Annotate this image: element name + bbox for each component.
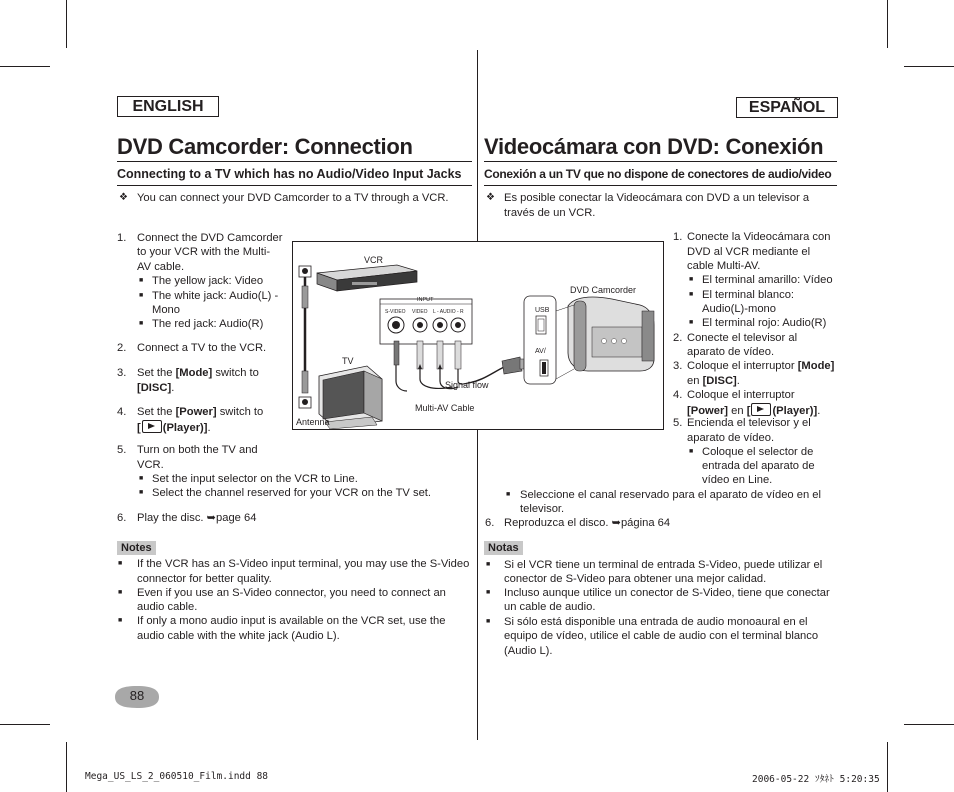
crop-mark (887, 0, 888, 48)
step1-line: Conecte la Videocámara con (687, 231, 831, 243)
step5-bullet: Set the input selector on the VCR to Line. (152, 473, 358, 485)
english-label: ENGLISH (117, 96, 219, 117)
step5-line: Turn on both the TV and (137, 444, 258, 456)
vcr-label: VCR (364, 255, 384, 265)
step-number: 6. (485, 517, 495, 529)
step4-player: (Player)] (162, 421, 208, 434)
note-line: Si el VCR tiene un terminal de entrada S-Video, puede utilizar el (504, 559, 823, 571)
subtitle-rule-es (484, 185, 837, 186)
step3-disc: [DISC] (137, 381, 172, 394)
step4-power: [Power] (687, 404, 729, 417)
av-label: AV/ (535, 348, 546, 355)
step-number: 3. (117, 367, 127, 379)
step4-part: Set the (137, 406, 176, 418)
play-icon (142, 420, 162, 433)
tv-label: TV (342, 356, 354, 366)
step5-bullet: vídeo en Line. (702, 474, 773, 486)
step3-mode: [Mode] (797, 360, 835, 372)
step3-part: en (687, 374, 703, 387)
step3-part: . (736, 374, 740, 387)
vcr-input-panel (380, 299, 472, 344)
step-number: 6. (117, 512, 127, 524)
notes-label-es: Notas (484, 541, 523, 555)
step3-text (137, 366, 259, 395)
step4-text (687, 388, 820, 418)
step-number: 1. (117, 232, 127, 244)
step5-bullet: Seleccione el canal reservado para el aparato de vídeo en el (520, 489, 822, 501)
crop-mark (0, 724, 50, 725)
crop-mark (66, 0, 67, 48)
section-subtitle-en: Connecting to a TV which has no Audio/Video Input Jacks (117, 167, 462, 181)
step3-text (687, 359, 834, 388)
note-line: connector for better quality. (137, 573, 272, 585)
square-bullet-icon: ■ (689, 291, 694, 298)
step4-part: switch to (216, 406, 264, 418)
step-number: 4. (117, 406, 127, 418)
step3-mode: [Mode] (175, 367, 213, 379)
step1-line: AV cable. (137, 261, 185, 273)
subtitle-rule-en (117, 185, 472, 186)
square-bullet-icon: ■ (689, 319, 694, 326)
step-number: 2. (117, 342, 127, 354)
antenna-label: Antenna (296, 417, 330, 427)
step1-line: to your VCR with the Multi- (137, 246, 271, 258)
step6-text: Reproduzca el disco. ➥página 64 (504, 517, 671, 529)
step1-bullet: The white jack: Audio(L) - (152, 290, 279, 302)
video-label: VIDEO (412, 309, 428, 315)
crop-mark (904, 724, 954, 725)
audio-label: L - AUDIO - R (433, 309, 464, 315)
step4-bracket: [ (137, 421, 141, 434)
step2-line: Conecte el televisor al (687, 332, 798, 344)
step1-bullet: The red jack: Audio(R) (152, 318, 264, 330)
footer-file-info: Mega_US_LS_2_060510_Film.indd 88 (85, 771, 269, 782)
step4-bracket: [ (746, 404, 751, 417)
usb-label: USB (535, 307, 550, 314)
step-number: 5. (117, 444, 127, 456)
square-bullet-icon: ■ (139, 292, 144, 299)
note-line: un cable de audio. (504, 601, 596, 613)
step3-part: Set the (137, 367, 176, 379)
intro-text-es: Es posible conectar la Videocámara con DVD a un televisor a (504, 192, 810, 204)
step3-disc: [DISC] (702, 374, 737, 387)
step3-part: switch to (212, 367, 259, 379)
crop-mark (904, 66, 954, 67)
diamond-bullet-icon: ❖ (119, 192, 128, 203)
step2-line: aparato de vídeo. (687, 346, 775, 358)
step2-text: Connect a TV to the VCR. (137, 342, 267, 354)
step5-line: aparato de vídeo. (687, 432, 775, 444)
step5-bullet: entrada del aparato de (702, 460, 815, 472)
step3-part: Coloque el interruptor (687, 360, 798, 372)
title-rule-en (117, 161, 472, 162)
multi-av-cable-label: Multi-AV Cable (415, 403, 475, 413)
intro-text-es: través de un VCR. (504, 207, 596, 219)
page-title-en: DVD Camcorder: Connection (117, 134, 413, 159)
step1-line: Connect the DVD Camcorder (137, 232, 283, 244)
diagram-frame (292, 241, 664, 430)
square-bullet-icon: ■ (486, 618, 491, 625)
step4-part: . (817, 404, 821, 417)
step1-line: DVD al VCR mediante el (687, 246, 811, 258)
step4-part: Coloque el interruptor (687, 389, 795, 401)
step4-text (137, 405, 263, 435)
step1-bullet: El terminal amarillo: Vídeo (702, 274, 833, 286)
square-bullet-icon: ■ (486, 589, 491, 596)
diamond-bullet-icon: ❖ (486, 192, 495, 203)
step4-player: (Player)] (772, 404, 818, 417)
square-bullet-icon: ■ (118, 560, 123, 567)
page-number: 88 (129, 688, 145, 703)
note-line: audio cable. (137, 601, 198, 613)
step-number: 4. (673, 389, 683, 401)
note-line: equipo de vídeo, utilice el cable de audio con el terminal blanco (504, 630, 819, 642)
square-bullet-icon: ■ (139, 320, 144, 327)
dvd-camcorder-label: DVD Camcorder (570, 285, 637, 295)
step1-bullet: Audio(L)-mono (702, 303, 776, 315)
step5-line: Encienda el televisor y el (687, 417, 811, 429)
espanol-label: ESPAÑOL (736, 97, 838, 118)
crop-mark (0, 66, 50, 67)
step-number: 2. (673, 332, 683, 344)
step1-bullet: Mono (152, 304, 180, 316)
connection-diagram (292, 241, 664, 430)
step4-part: en (728, 404, 747, 417)
intro-text-en: You can connect your DVD Camcorder to a TV through a VCR. (137, 192, 449, 204)
step5-line: VCR. (137, 459, 164, 471)
section-subtitle-es: Conexión a un TV que no dispone de conectores de audio/video (484, 167, 832, 181)
step-number: 5. (673, 417, 683, 429)
square-bullet-icon: ■ (139, 277, 144, 284)
step3-part: . (171, 381, 175, 394)
square-bullet-icon: ■ (139, 475, 144, 482)
step5-bullet: Select the channel reserved for your VCR on the TV set. (152, 487, 432, 499)
play-icon (751, 403, 771, 416)
step1-bullet: The yellow jack: Video (152, 275, 264, 287)
crop-mark (66, 742, 67, 792)
note-line: audio cable with the white jack (Audio L). (137, 630, 340, 642)
crop-mark (887, 742, 888, 792)
square-bullet-icon: ■ (506, 491, 511, 498)
square-bullet-icon: ■ (689, 276, 694, 283)
input-label: INPUT (417, 297, 434, 303)
note-line: Si sólo está disponible una entrada de audio monoaural en el (504, 616, 808, 628)
footer-date: 2006-05-22 ｿﾀﾈﾄ 5:20:35 (752, 774, 880, 785)
page-title-es: Videocámara con DVD: Conexión (484, 134, 824, 159)
note-line: If only a mono audio input is available on the VCR set, use the (137, 615, 446, 627)
step5-bullet: Coloque el selector de (702, 446, 814, 458)
note-line: conector de S-Video para obtener una mejor calidad. (504, 573, 767, 585)
step-number: 1. (673, 231, 683, 243)
square-bullet-icon: ■ (486, 561, 491, 568)
note-line: Incluso aunque utilice un conector de S-Video, tiene que conectar (504, 587, 830, 599)
square-bullet-icon: ■ (689, 448, 694, 455)
step4-power: [Power] (175, 406, 217, 418)
step-number: 3. (673, 360, 683, 372)
step6-text: Play the disc. ➥page 64 (137, 512, 257, 524)
title-rule-es (484, 161, 837, 162)
square-bullet-icon: ■ (118, 589, 123, 596)
notes-label-en: Notes (117, 541, 156, 555)
note-line: If the VCR has an S-Video input terminal, you may use the S-Video (137, 558, 470, 570)
note-line: (Audio L). (504, 645, 553, 657)
step1-bullet: El terminal blanco: (702, 289, 795, 301)
note-line: Even if you use an S-Video connector, you need to connect an (137, 587, 446, 599)
step4-part: . (207, 421, 211, 434)
square-bullet-icon: ■ (118, 617, 123, 624)
s-video-label: S-VIDEO (385, 309, 406, 315)
step5-bullet: televisor. (520, 503, 565, 515)
square-bullet-icon: ■ (139, 489, 144, 496)
step1-line: cable Multi-AV. (687, 260, 761, 272)
step1-bullet: El terminal rojo: Audio(R) (702, 317, 827, 329)
signal-flow-label: Signal flow (445, 380, 489, 390)
